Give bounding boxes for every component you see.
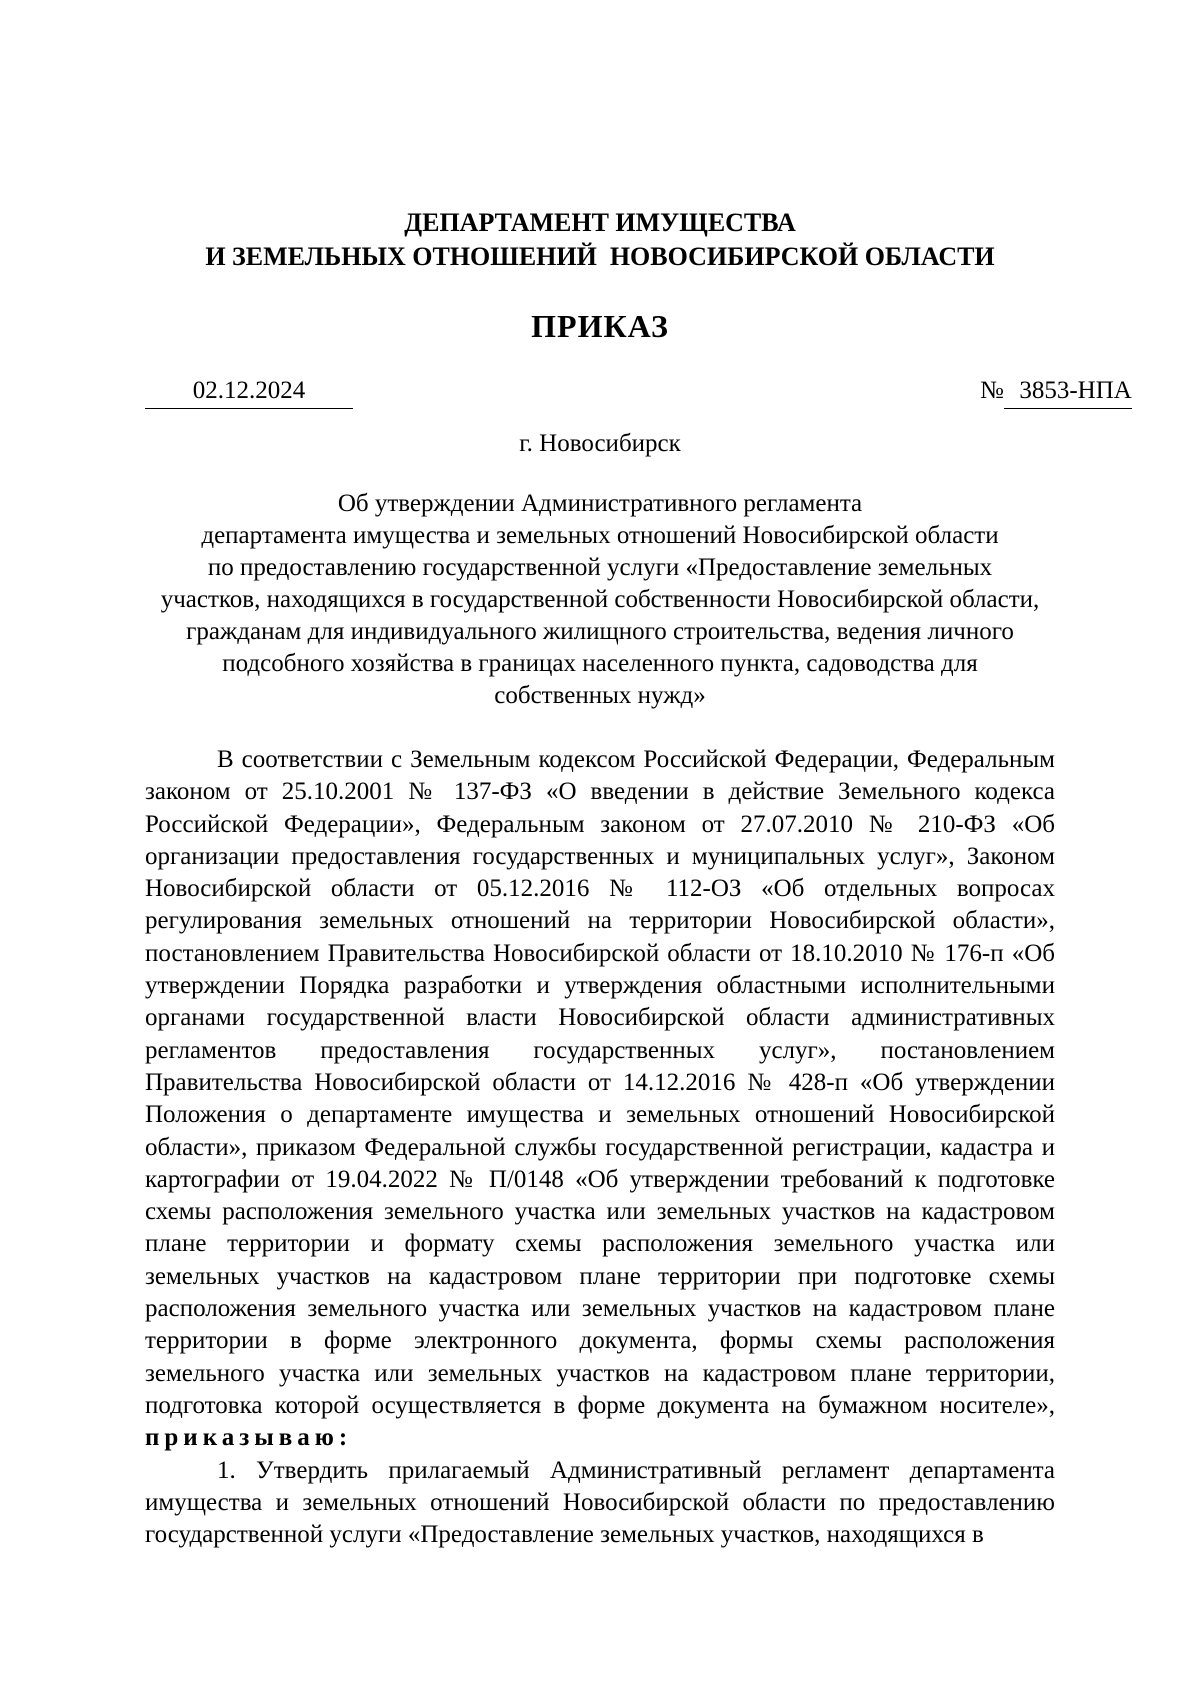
city-name: г. Новосибирск <box>519 430 681 457</box>
order-number-block <box>980 374 1132 408</box>
preamble-text: В соответствии с Земельным кодексом Российской Федерации, Федеральным законом от 25.10.2001 № 137-ФЗ «О введении в действие Земельного кодекса Российской Федерации», Федеральным законом от 27.07.2010 № 210-ФЗ «Об организации предоставления государственных и муниципальных услуг», Законом Новосибирской области от 05.12.2016 № 112-ОЗ «Об отдельных вопросах регулирования земельных отношений на территории Новосибирской области», постановлением Правительства Новосибирской области от 18.10.2010 № 176-п «Об утверждении Порядка разработки и утверждения областными исполнительными органами государственной власти Новосибирской области административных регламентов предоставления государственных услуг», постановлением Правительства Новосибирской области от 14.12.2016 № 428-п «Об утверждении Положения о департаменте имущества и земельных отношений Новосибирской области», приказом Федеральной службы государственной регистрации, кадастра и картографии от 19.04.2022 № П/0148 «Об утверждении требований к подготовке схемы расположения земельного участка или земельных участков на кадастровом плане территории и формату схемы расположения земельного участка или земельных участков на кадастровом плане территории при подготовке схемы расположения земельного участка или земельных участков на кадастровом плане территории в форме электронного документа, формы схемы расположения земельного участка или земельных участков на кадастровом плане территории, подготовка которой осуществляется в форме документа на бумажном носителе», <box>145 746 1055 1419</box>
subject-line: департамента имущества и земельных отношений Новосибирской области <box>201 522 999 549</box>
department-header-line-1: ДЕПАРТАМЕНТ ИМУЩЕСТВА <box>404 208 796 237</box>
document-title: ПРИКАЗ <box>531 308 669 344</box>
subject-line: по предоставлению государственной услуги «Предоставление земельных <box>207 554 993 581</box>
subject-line: собственных нужд» <box>494 682 706 709</box>
number-sign: № <box>980 377 1004 404</box>
document-body <box>145 744 1055 1551</box>
preamble-paragraph <box>145 744 1055 1455</box>
order-subject <box>140 488 1060 712</box>
order-date: 02.12.2024 <box>145 374 353 409</box>
subject-line: Об утверждении Административного регламента <box>337 490 863 517</box>
order-word: приказываю: <box>145 1424 353 1452</box>
order-number: 3853-НПА <box>1004 374 1132 409</box>
subject-line: участков, находящихся в государственной собственности Новосибирской области, <box>160 586 1040 613</box>
department-header <box>0 206 1200 274</box>
item-1-paragraph: 1. Утвердить прилагаемый Административный регламент департамента имущества и земельных отношений Новосибирской области по предоставлению государственной услуги «Предоставление земельных участков, находящихся в <box>145 1456 1055 1549</box>
subject-line: гражданам для индивидуального жилищного строительства, ведения личного <box>186 618 1014 645</box>
department-header-line-2: И ЗЕМЕЛЬНЫХ ОТНОШЕНИЙ НОВОСИБИРСКОЙ ОБЛАСТИ <box>205 242 995 271</box>
subject-line: подсобного хозяйства в границах населенного пункта, садоводства для <box>222 650 978 677</box>
